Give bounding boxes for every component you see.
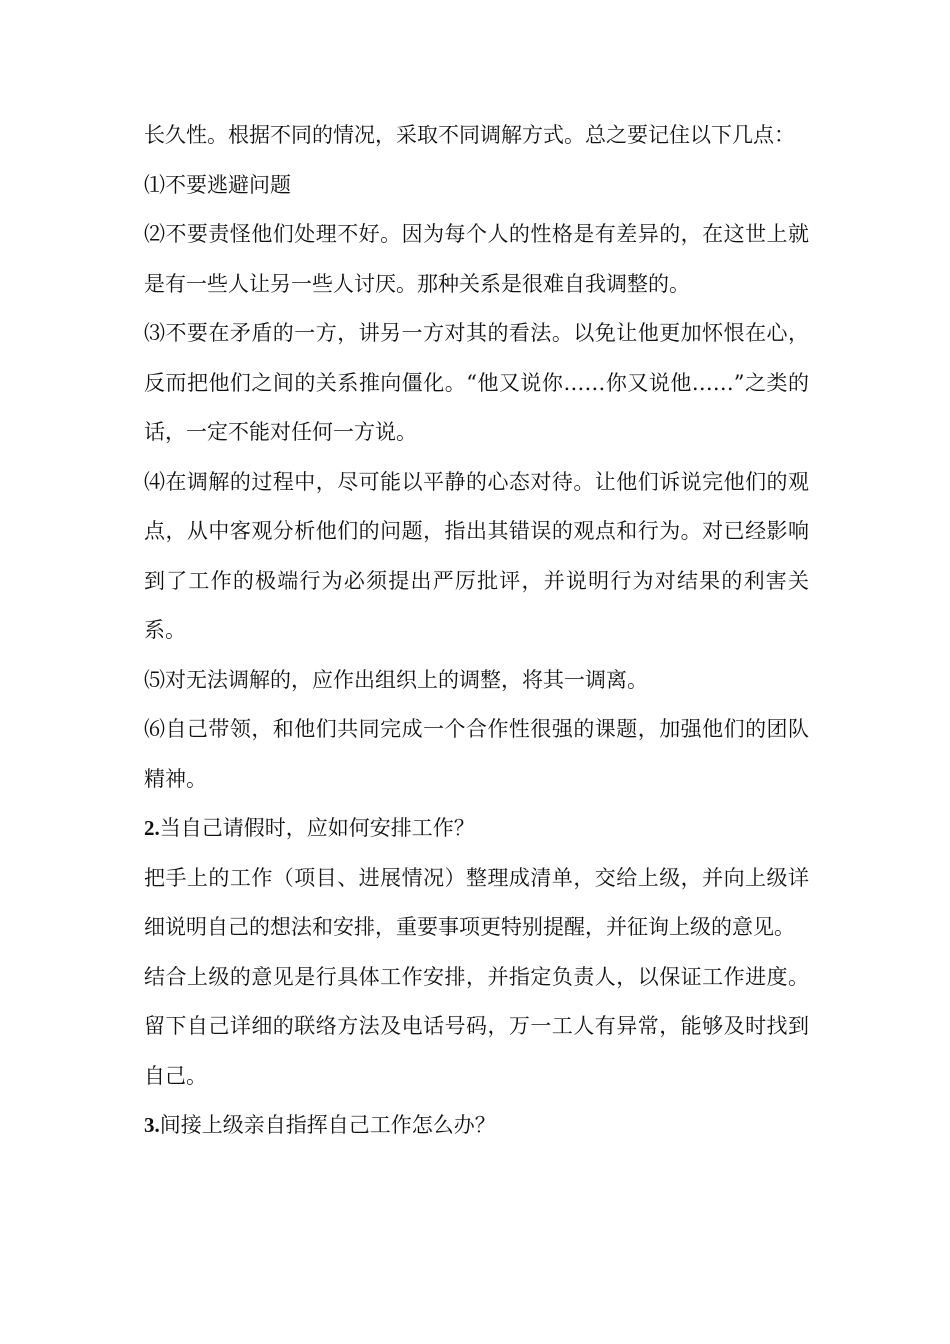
- section-title: 间接上级亲自指挥自己工作怎么办？: [159, 1113, 496, 1137]
- paragraph: 把手上的工作（项目、进展情况）整理成清单，交给上级，并向上级详细说明自己的想法和安排，重要事项更特别提醒，并征询上级的意见。: [144, 865, 809, 939]
- section-number: 2.: [144, 816, 160, 840]
- list-item-6: ⑹自己带领，和他们共同完成一个合作性很强的课题，加强他们的团队精神。: [144, 717, 809, 791]
- section-heading-2: [144, 804, 809, 854]
- paragraph: 结合上级的意见是行具体工作安排，并指定负责人，以保证工作进度。留下自己详细的联络方法及电话号码，万一工人有异常，能够及时找到自己。: [144, 964, 809, 1088]
- document-body: [144, 111, 809, 1151]
- list-item-4: ⑷在调解的过程中，尽可能以平静的心态对待。让他们诉说完他们的观点，从中客观分析他们的问题，指出其错误的观点和行为。对已经影响到了工作的极端行为必须提出严厉批评，并说明行为对结果的利害关系。: [144, 469, 809, 642]
- paragraph: 长久性。根据不同的情况，采取不同调解方式。总之要记住以下几点：: [144, 123, 795, 147]
- list-item-5: ⑸对无法调解的，应作出组织上的调整，将其一调离。: [144, 667, 648, 692]
- list-item-1: ⑴不要逃避问题: [144, 172, 291, 197]
- list-item-2: ⑵不要责怪他们处理不好。因为每个人的性格是有差异的，在这世上就是有一些人让另一些人讨厌。那种关系是很难自我调整的。: [144, 222, 809, 296]
- section-heading-3: [144, 1101, 809, 1151]
- list-item-3: ⑶不要在矛盾的一方，讲另一方对其的看法。以免让他更加怀恨在心，反而把他们之间的关系推向僵化。“他又说你……你又说他……”之类的话，一定不能对任何一方说。: [144, 321, 809, 444]
- section-number: 3.: [144, 1113, 160, 1137]
- section-title: 当自己请假时，应如何安排工作？: [159, 816, 475, 840]
